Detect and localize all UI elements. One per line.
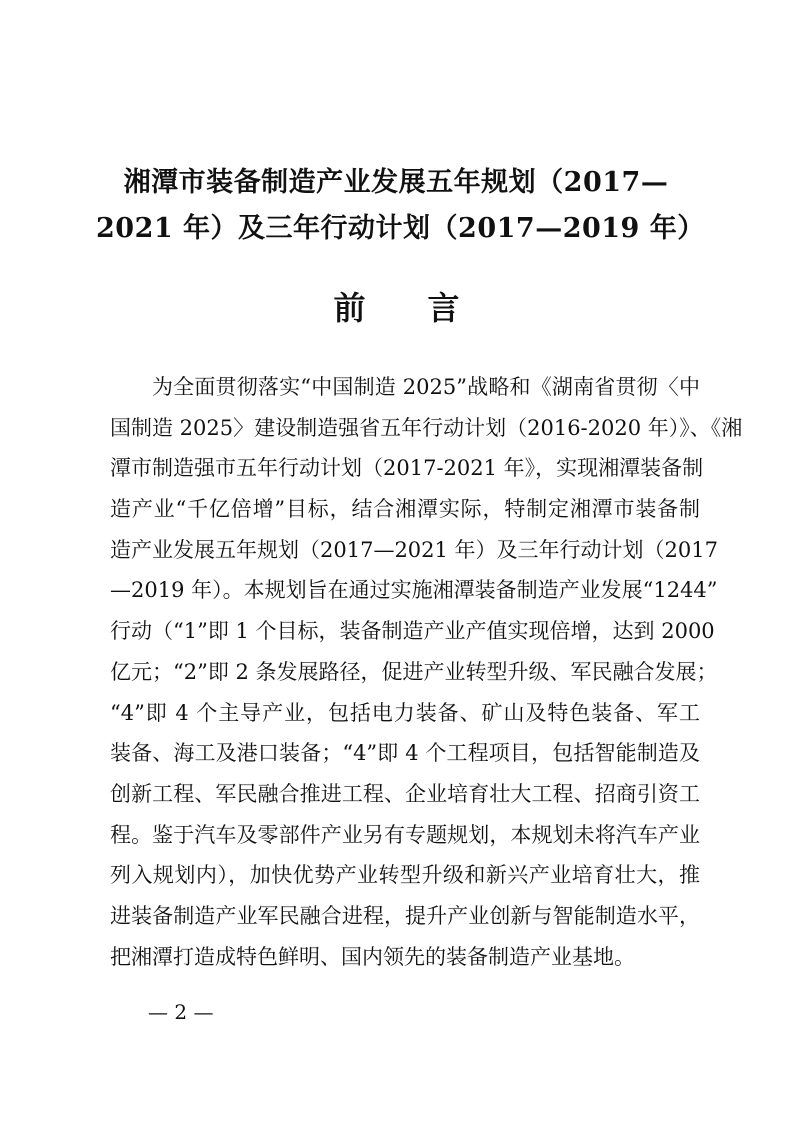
paragraph-line: 潭市制造强市五年行动计划（2017-2021 年》，实现湘潭装备制 — [110, 456, 704, 481]
paragraph-line: 国制造 2025〉建设制造强省五年行动计划（2016-2020 年）》、《湘 — [110, 415, 743, 440]
paragraph-line: 为全面贯彻落实“中国制造 2025”战略和《湖南省贯彻〈中 — [152, 375, 700, 399]
paragraph-line: —2019 年）。本规划旨在通过实施湘潭装备制造产业发展“1244” — [110, 578, 718, 603]
paragraph-line: 造产业“千亿倍增”目标，结合湘潭实际，特制定湘潭市装备制 — [110, 497, 700, 522]
paragraph-line: 造产业发展五年规划（2017—2021 年）及三年行动计划（2017 — [110, 537, 719, 562]
document-title — [96, 160, 705, 252]
paragraph-line: 创新工程、军民融合推进工程、企业培育壮大工程、招商引资工 — [110, 781, 700, 806]
paragraph-line: “4”即 4 个主导产业，包括电力装备、矿山及特色装备、军工 — [110, 700, 700, 725]
paragraph-line: 装备、海工及港口装备；“4”即 4 个工程项目，包括智能制造及 — [110, 741, 700, 766]
heading-char-1: 前 — [333, 289, 366, 327]
paragraph-line: 列入规划内），加快优势产业转型升级和新兴产业培育壮大，推 — [110, 863, 700, 888]
page-number: — 2 — — [148, 1000, 214, 1024]
heading-char-2: 言 — [427, 289, 460, 327]
section-heading — [0, 280, 793, 336]
title-line-2: 2021 年）及三年行动计划（2017—2019 年） — [96, 213, 705, 244]
preface-paragraph — [110, 367, 743, 977]
paragraph-line: 把湘潭打造成特色鲜明、国内领先的装备制造产业基地。 — [110, 944, 635, 969]
paragraph-line: 进装备制造产业军民融合进程，提升产业创新与智能制造水平， — [110, 903, 700, 928]
paragraph-line: 程。鉴于汽车及零部件产业另有专题规划，本规划未将汽车产业 — [110, 822, 700, 847]
title-line-1: 湘潭市装备制造产业发展五年规划（2017— — [123, 167, 669, 198]
paragraph-line: 亿元；“2”即 2 条发展路径，促进产业转型升级、军民融合发展； — [110, 659, 718, 684]
paragraph-line: 行动（“1”即 1 个目标，装备制造产业产值实现倍增，达到 2000 — [110, 619, 715, 644]
